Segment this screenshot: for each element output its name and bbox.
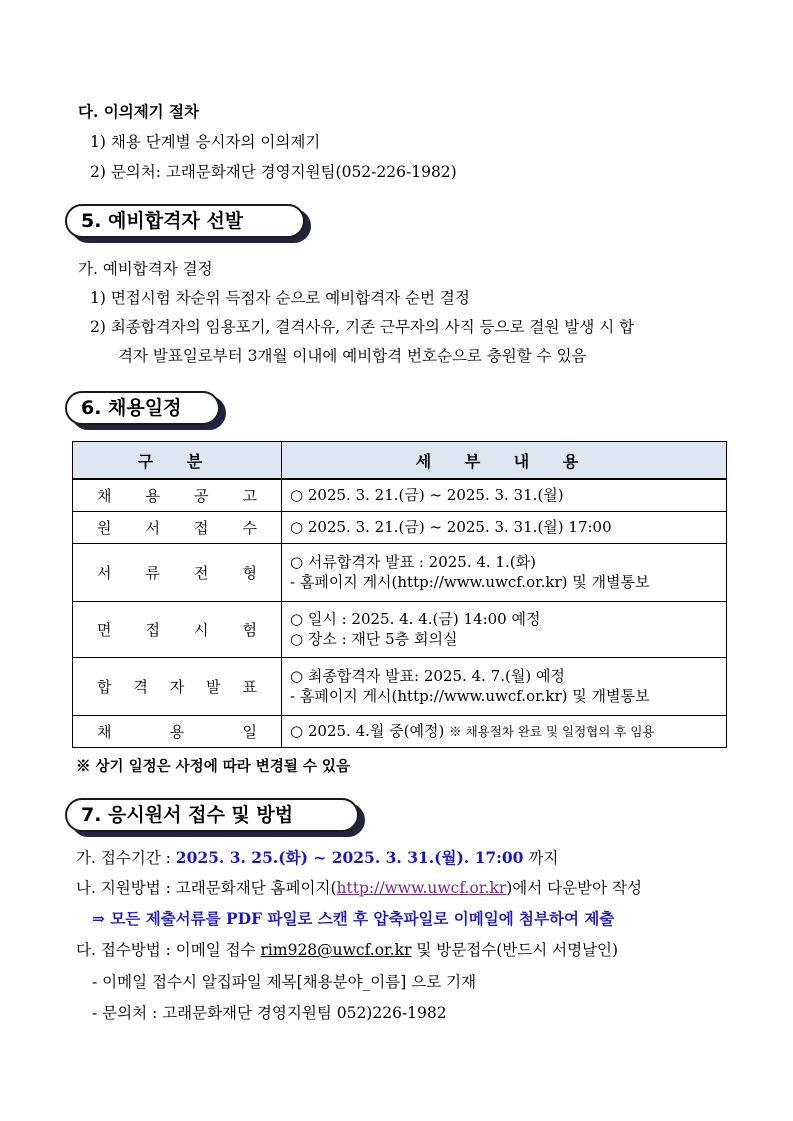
row-detail [282, 657, 727, 715]
section-da-title: 다. 이의제기 절차 [78, 102, 200, 121]
na-prefix: 나. 지원방법 : 고래문화재단 홈페이지( [76, 879, 337, 897]
category-char: 험 [242, 620, 257, 639]
category-char: 채 [97, 486, 112, 505]
section-5-ga: 가. 예비합격자 결정 [78, 260, 213, 278]
column-header-detail: 세 부 내 용 [282, 442, 727, 480]
row-category [73, 479, 282, 511]
homepage-link[interactable]: http://www.uwcf.or.kr [336, 879, 507, 897]
category-char: 서 [145, 518, 160, 537]
section-5-heading [65, 204, 305, 238]
category-label [73, 619, 281, 640]
category-char: 용 [145, 486, 160, 505]
category-char: 전 [194, 563, 209, 582]
detail-line: - 홈페이지 게시(http://www.uwcf.or.kr) 및 개별통보 [290, 573, 650, 591]
section-5-item-2-line-1: 2) 최종합격자의 임용포기, 결격사유, 기존 근무자의 사직 등으로 결원 발생 시 합 [90, 318, 635, 336]
row-detail [282, 715, 727, 747]
row-detail [282, 511, 727, 543]
category-char: 용 [169, 722, 185, 741]
category-char: 서 [97, 563, 112, 582]
section-5-item-2-line-2: 격자 발표일로부터 3개월 이내에 예비합격 번호순으로 충원할 수 있음 [118, 347, 587, 365]
category-char: 형 [242, 563, 257, 582]
section-7-da [76, 940, 618, 960]
category-char: 일 [242, 722, 257, 741]
category-char: 표 [242, 677, 257, 696]
da-prefix: 다. 접수방법 : 이메일 접수 [76, 941, 261, 959]
detail-line: ○ 일시 : 2025. 4. 4.(금) 14:00 예정 [290, 610, 541, 628]
detail-line: ○ 최종합격자 발표: 2025. 4. 7.(월) 예정 [290, 667, 565, 685]
section-7-ga [76, 848, 558, 868]
ga-prefix: 가. 접수기간 : [76, 849, 176, 867]
detail-line: ○ 서류합격자 발표 : 2025. 4. 1.(화) [290, 553, 536, 571]
table-row [73, 601, 727, 657]
table-row [73, 657, 727, 715]
category-char: 자 [169, 677, 185, 696]
category-char: 공 [194, 486, 209, 505]
category-label [73, 676, 281, 697]
category-char: 면 [97, 620, 112, 639]
category-label [73, 517, 281, 538]
category-label [73, 485, 281, 506]
detail-line: ○ 2025. 4.월 중(예정) [290, 721, 445, 740]
row-category [73, 511, 282, 543]
category-char: 접 [145, 620, 160, 639]
detail-note: ※ 채용절차 완료 및 일정협의 후 임용 [449, 723, 655, 739]
category-label [73, 562, 281, 583]
category-char: 채 [97, 722, 112, 741]
section-7-dash-1: - 이메일 접수시 알집파일 제목[채용분야_이름] 으로 기재 [92, 973, 477, 991]
section-da-item-2: 2) 문의처: 고래문화재단 경영지원팀(052-226-1982) [90, 163, 457, 181]
row-category [73, 543, 282, 601]
row-detail [282, 601, 727, 657]
category-char: 합 [97, 677, 112, 696]
table-row [73, 511, 727, 543]
na-suffix: )에서 다운받아 작성 [506, 879, 642, 897]
section-6-heading [65, 391, 220, 425]
section-7-dash-2: - 문의처 : 고래문화재단 경영지원팀 052)226-1982 [92, 1004, 447, 1022]
detail-line: - 홈페이지 게시(http://www.uwcf.or.kr) 및 개별통보 [290, 687, 650, 705]
application-period: 2025. 3. 25.(화) ~ 2025. 3. 31.(월). 17:00 [175, 848, 524, 867]
ga-suffix: 까지 [523, 849, 559, 867]
category-char: 원 [97, 518, 112, 537]
category-char: 시 [194, 620, 209, 639]
detail-line: ○ 2025. 3. 21.(금) ~ 2025. 3. 31.(월) [290, 486, 564, 505]
row-category [73, 601, 282, 657]
da-suffix: 및 방문접수(반드시 서명날인) [411, 941, 619, 959]
table-row [73, 715, 727, 747]
category-char: 류 [145, 563, 160, 582]
section-5-item-1: 1) 면접시험 차순위 득점자 순으로 예비합격자 순번 결정 [90, 289, 470, 307]
category-char: 격 [133, 677, 148, 696]
row-category [73, 715, 282, 747]
table-row [73, 479, 727, 511]
schedule-footnote: ※ 상기 일정은 사정에 따라 변경될 수 있음 [76, 758, 350, 775]
category-char: 발 [206, 677, 221, 696]
table-header-row [73, 442, 727, 480]
category-label [73, 721, 281, 742]
detail-line: ○ 2025. 3. 21.(금) ~ 2025. 3. 31.(월) 17:00 [290, 518, 612, 536]
section-da-item-1: 1) 채용 단계별 응시자의 이의제기 [90, 133, 321, 151]
section-6-heading-label: 6. 채용일정 [65, 391, 220, 425]
section-7-arrow-note: ⇒ 모든 제출서류를 PDF 파일로 스캔 후 압축파일로 이메일에 첨부하여 제출 [92, 909, 615, 928]
category-char: 접 [194, 518, 209, 537]
section-7-heading [65, 798, 359, 832]
section-7-na [76, 878, 642, 898]
schedule-table [72, 441, 727, 748]
section-5-heading-label: 5. 예비합격자 선발 [65, 204, 305, 238]
email-link[interactable]: rim928@uwcf.or.kr [260, 941, 412, 959]
row-category [73, 657, 282, 715]
row-detail [282, 543, 727, 601]
section-7-heading-label: 7. 응시원서 접수 및 방법 [65, 798, 359, 832]
row-detail [282, 479, 727, 511]
column-header-category: 구 분 [73, 442, 282, 480]
category-char: 고 [242, 486, 257, 505]
category-char: 수 [242, 518, 257, 537]
detail-line: ○ 장소 : 재단 5층 회의실 [290, 630, 458, 648]
table-row [73, 543, 727, 601]
